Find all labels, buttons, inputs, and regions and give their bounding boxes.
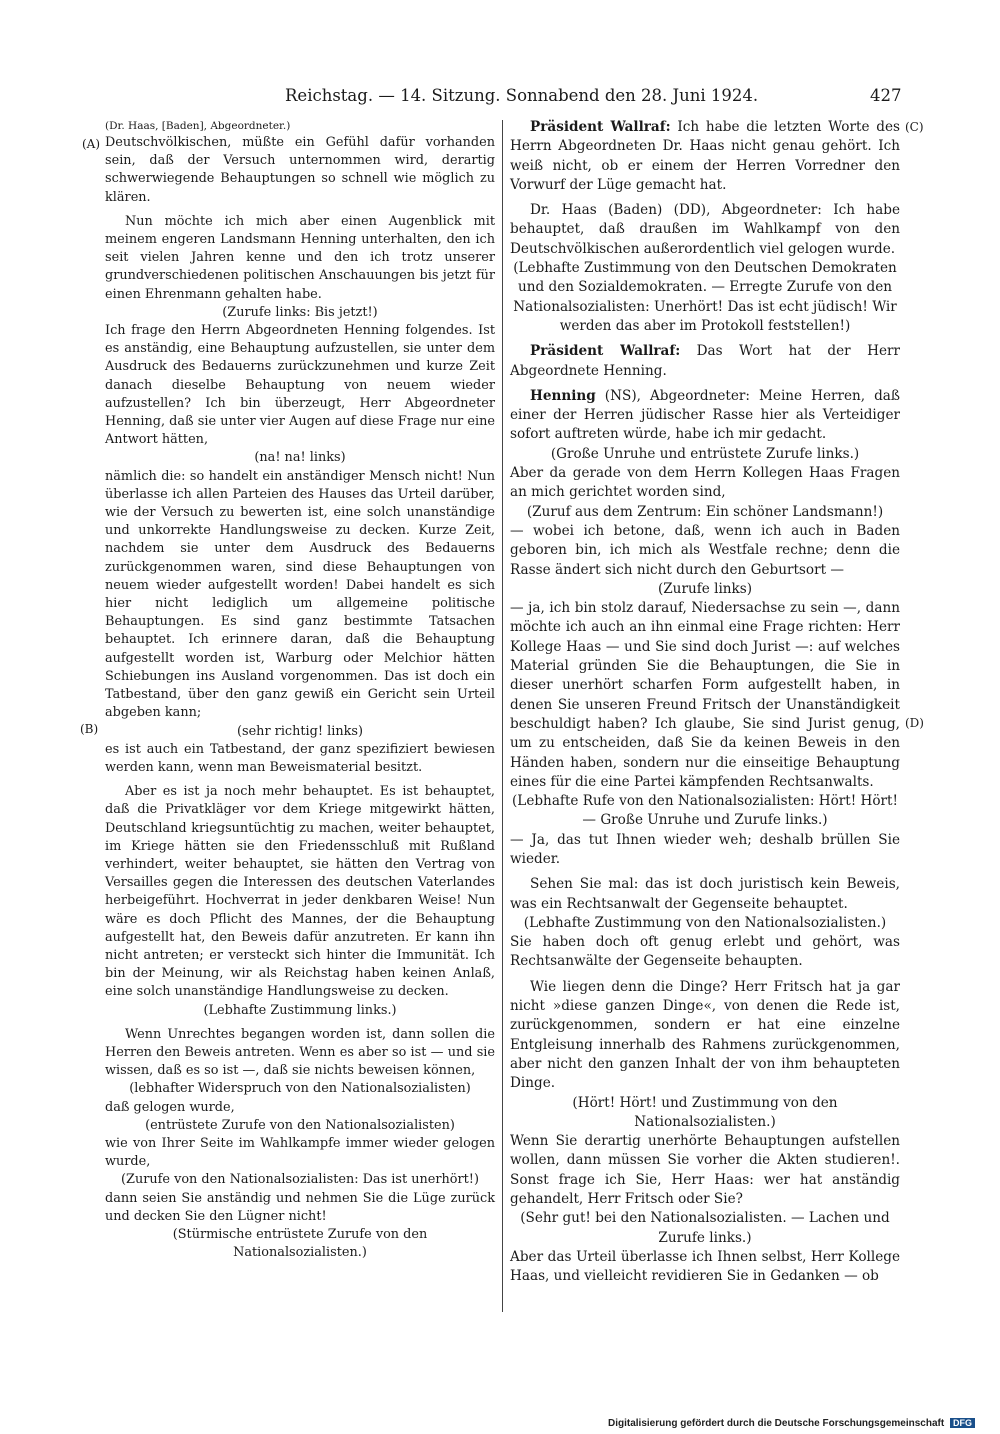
interjection: (Lebhafte Rufe von den Nationalsozialisten: Hört! Hört! — Große Unruhe und Zurufe links.) bbox=[511, 793, 898, 829]
margin-mark-c: (C) bbox=[905, 120, 924, 134]
interjection: (Zurufe links) bbox=[657, 580, 753, 597]
paragraph: — Ja, das tut Ihnen wieder weh; deshalb brüllen Sie wieder. bbox=[510, 831, 900, 867]
page-number: 427 bbox=[870, 86, 902, 105]
column-divider bbox=[502, 120, 503, 1312]
speaker-name: Präsident Wallraf: bbox=[530, 119, 671, 135]
interjection: (Zurufe links: Bis jetzt!) bbox=[222, 304, 378, 320]
paragraph bbox=[510, 387, 900, 445]
paragraph: Sehen Sie mal: das ist doch juristisch kein Beweis, was ein Rechtsanwalt der Gegenseite behauptet. bbox=[510, 876, 900, 912]
interjection: (Lebhafte Zustimmung links.) bbox=[203, 1002, 397, 1018]
paragraph: Aber es ist ja noch mehr behauptet. Es ist behauptet, daß die Privatkläger vor dem Kriege mitgewirkt hätten, Deutschland kriegsuntüchtig zu machen, weiter behauptet, im Kriege hätten sie den Friedensschluß mit Rußland verhindert, weiter behauptet, sie hätten den Vertrag von Versailles gegen die Interessen des deutschen Vaterlandes herbeigeführt. Hochverrat in jeder denkbaren Weise! Nun wäre es doch Pflicht des Mannes, der die Behauptung aufgestellt hat, den Beweis dafür anzutreten. Er kann ihn nicht antreten; er versteckt sich hinter die Immunität. Ich bin der Meinung, wir als Reichstag haben keinen Anlaß, eine solch unanständige Handlungsweise zu decken. bbox=[105, 784, 495, 1000]
paragraph: Ich frage den Herrn Abgeordneten Henning folgendes. Ist es anständig, eine Behauptung aufzustellen, sie unter dem Ausdruck des Bedauerns zurückzunehmen und kurze Zeit danach dieselbe Behauptung von neuem wieder aufzustellen? Ich bin überzeugt, Herr Abgeordneter Henning, daß sie unter vier Augen auf diese Frage nur eine Antwort hätten, bbox=[105, 323, 495, 448]
speech-text: Ich habe die letzten Worte des Herrn Abgeordneten Dr. Haas nicht genau gehört. Ich weiß nicht, ob er einem der Herren Vorredner den Vorwurf der Lüge gemacht hat. bbox=[510, 119, 900, 193]
interjection: (Lebhafte Zustimmung von den Deutschen Demokraten und den Sozialdemokraten. — Erregte Zurufe von den Nationalsozialisten: Unerhört! Das ist echt jüdisch! Wir werden das aber im Protokoll feststellen!) bbox=[513, 260, 897, 334]
interjection: (sehr richtig! links) bbox=[236, 723, 364, 739]
speech-text: Das Wort hat der Herr Abgeordnete Henning. bbox=[510, 343, 900, 379]
interjection: (Zurufe von den Nationalsozialisten: Das ist unerhört!) bbox=[121, 1172, 479, 1188]
margin-mark-d: (D) bbox=[905, 716, 924, 730]
paragraph: daß gelogen wurde, bbox=[105, 1099, 235, 1115]
speech-text: (NS), Abgeordneter: Meine Herren, daß einer der Herren jüdischer Rasse hier als Verteidiger sofort auftreten würde, habe ich mir gedacht. bbox=[510, 387, 900, 443]
paragraph: Wie liegen denn die Dinge? Herr Fritsch hat ja gar nicht »diese ganzen Dinge«, von denen die Rede ist, zurückgenommen, sondern er hat eine einzelne Entgleisung innerhalb des Rahmens zurückgenommen, aber nicht den ganzen Inhalt der von ihm behaupteten Dinge. bbox=[510, 978, 900, 1092]
paragraph: — ja, ich bin stolz darauf, Niedersachse zu sein —, dann möchte ich auch an ihn einmal eine Frage richten: Herr Kollege Haas — und Sie sind doch Jurist —: auf welches Material gründen Sie die Behauptungen, die Sie in dieser unerhört scharfen Form aufgestellt haben, in denen Sie unseren Freund Fritsch der Unanständigkeit beschuldigt haben? Ich glaube, Sie sind Jurist genug, um zu entscheiden, daß Sie da keinen Beweis in den Händen haben, sondern nur die einseitige Behauptung eines für die eine Partei kämpfenden Rechtsanwalts. bbox=[510, 600, 900, 790]
dfg-logo: DFG bbox=[950, 1418, 975, 1428]
paragraph: wie von Ihrer Seite im Wahlkampfe immer wieder gelogen wurde, bbox=[105, 1135, 495, 1170]
interjection: (Lebhafte Zustimmung von den Nationalsozialisten.) bbox=[523, 914, 887, 931]
interjection: (lebhafter Widerspruch von den Nationalsozialisten) bbox=[129, 1081, 471, 1097]
paragraph bbox=[510, 118, 900, 195]
footer-text: Digitalisierung gefördert durch die Deutsche Forschungsgemeinschaft bbox=[608, 1418, 945, 1429]
paragraph: Deutschvölkischen, müßte ein Gefühl dafür vorhanden sein, daß der Versuch unternommen wird, derartig schwerwiegende Behauptungen so schnell wie möglich zu klären. bbox=[105, 135, 495, 205]
paragraph bbox=[510, 342, 900, 381]
paragraph: es ist auch ein Tatbestand, der ganz spezifiziert bewiesen werden kann, wenn man Beweismaterial besitzt. bbox=[105, 741, 495, 775]
paragraph: nämlich die: so handelt ein anständiger Mensch nicht! Nun überlasse ich allen Parteien des Hauses das Urteil darüber, wie der Versuch zu bewerten ist, eine solch unanständige und unkorrekte Handlungsweise zu decken. Kurze Zeit, nachdem sie unter dem Ausdruck des Bedauerns zurückgenommen waren, sind diese Behauptungen von neuem wieder aufgestellt worden! Dabei handelt es sich hier nicht lediglich um allgemeine politische Behauptungen. Es sind ganz bestimmte Tatsachen behauptet. Ich erinnere daran, daß die Behauptung aufgestellt worden ist, Warburg oder Melchior hätten Schiebungen ins Ausland vorgenommen. Das ist doch ein Tatbestand, über den ganz gewiß ein Gericht sein Urteil abgeben kann; bbox=[105, 468, 495, 721]
paragraph: Aber da gerade von dem Herrn Kollegen Haas Fragen an mich gerichtet worden sind, bbox=[510, 465, 900, 501]
speaker-continuation: (Dr. Haas, [Baden], Abgeordneter.) bbox=[105, 120, 291, 132]
paragraph: Nun möchte ich mich aber einen Augenblick mit meinem engeren Landsmann Henning unterhalten, den ich seit vielen Jahren kenne und den ich trotz unserer grundverschiedenen politischen Anschauungen bis jetzt für einen Ehrenmann gehalten habe. bbox=[105, 213, 495, 302]
interjection: (Zuruf aus dem Zentrum: Ein schöner Landsmann!) bbox=[526, 503, 884, 520]
right-column bbox=[510, 118, 900, 1287]
interjection: (Sehr gut! bei den Nationalsozialisten. — Lachen und Zurufe links.) bbox=[520, 1210, 890, 1246]
header-title: Reichstag. — 14. Sitzung. Sonnabend den 28. Juni 1924. bbox=[285, 86, 759, 105]
paragraph: Sie haben doch oft genug erlebt und gehört, was Rechtsanwälte der Gegenseite behaupten. bbox=[510, 934, 900, 970]
interjection: (Hört! Hört! und Zustimmung von den Nationalsozialisten.) bbox=[572, 1094, 838, 1130]
paragraph: Aber das Urteil überlasse ich Ihnen selbst, Herr Kollege Haas, und vielleicht revidieren Sie in Gedanken — ob bbox=[510, 1248, 900, 1285]
interjection: (entrüstete Zurufe von den Nationalsozialisten) bbox=[145, 1117, 455, 1133]
margin-mark-b: (B) bbox=[80, 722, 99, 736]
margin-mark-a: (A) bbox=[82, 137, 101, 151]
paragraph: dann seien Sie anständig und nehmen Sie die Lüge zurück und decken Sie den Lügner nicht! bbox=[105, 1190, 495, 1224]
interjection: (Große Unruhe und entrüstete Zurufe links.) bbox=[550, 445, 860, 462]
page-header bbox=[0, 86, 1000, 112]
speaker-name: Präsident Wallraf: bbox=[530, 343, 681, 360]
interjection: (na! na! links) bbox=[254, 450, 346, 466]
interjection: (Stürmische entrüstete Zurufe von den Nationalsozialisten.) bbox=[172, 1226, 428, 1261]
paragraph: Wenn Sie derartig unerhörte Behauptungen aufstellen wollen, dann müssen Sie vorher die Akten studieren!. Sonst frage ich Sie, Herr Haas: wer hat anständig gehandelt, Herr Fritsch oder Sie? bbox=[510, 1133, 900, 1208]
paragraph: — wobei ich betone, daß, wenn ich auch in Baden geboren bin, ich mich als Westfale rechne; denn die Rasse ändert sich nicht durch den Geburtsort — bbox=[510, 522, 900, 578]
paragraph: Dr. Haas (Baden) (DD), Abgeordneter: Ich habe behauptet, daß draußen im Wahlkampf von den Deutschvölkischen außerordentlich viel gelogen wurde. bbox=[510, 202, 900, 257]
left-column bbox=[105, 118, 495, 1262]
speaker-name: Henning bbox=[530, 387, 596, 404]
paragraph: Wenn Unrechtes begangen worden ist, dann sollen die Herren den Beweis antreten. Wenn es aber so ist — und sie wissen, daß es so ist —, daß sie nichts beweisen können, bbox=[105, 1026, 495, 1079]
footer bbox=[608, 1418, 975, 1429]
